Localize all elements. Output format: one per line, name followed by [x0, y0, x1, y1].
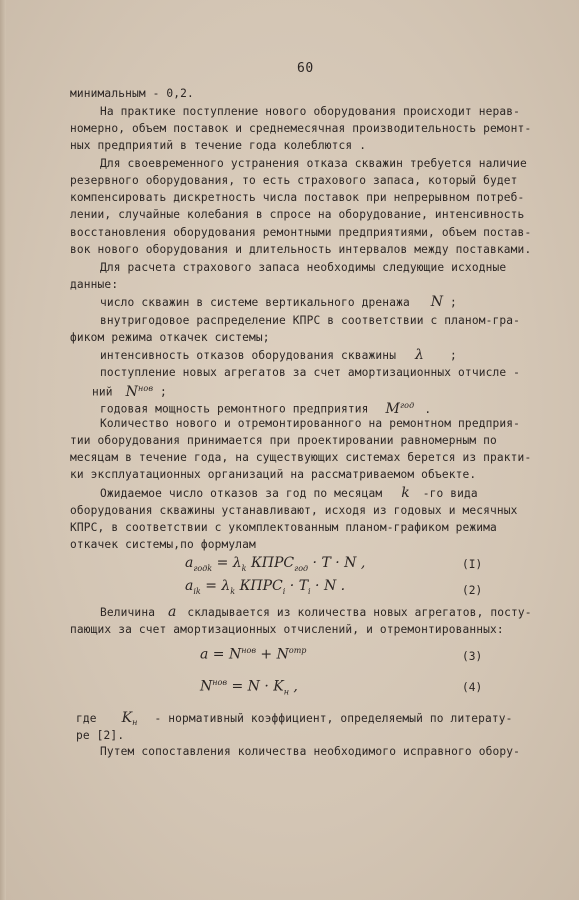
- symbol-k: k: [401, 485, 410, 501]
- text-line: На практике поступление нового оборудования происходит нерав-: [100, 105, 521, 118]
- text-span: где: [76, 712, 97, 725]
- text-line: Путем сопоставления количества необходимого исправного обору-: [100, 745, 521, 758]
- page-edge: [0, 0, 6, 900]
- text-span: число скважин в системе вертикального дренажа: [100, 296, 410, 309]
- text-line: фиком режима откачек системы;: [70, 331, 270, 344]
- text-line: резервного оборудования, то есть страхового запаса, который будет: [70, 174, 518, 187]
- text-span: ний: [92, 385, 113, 399]
- text-line: Для расчета страхового запаса необходимы следующие исходные: [100, 261, 507, 274]
- text-span: Ожидаемое число отказов за год по месяцам: [100, 487, 383, 500]
- text-line: внутригодовое распределение КПРС в соответствии с планом-гра-: [100, 314, 521, 327]
- symbol-N-nov: N: [125, 383, 138, 400]
- symbol-a: a: [167, 604, 177, 620]
- formula-4: $N^{нов} = N \cdot K_н$ ,: [200, 678, 298, 697]
- text-line: оборудования скважины устанавливают, исходя из годовых и месячных: [70, 504, 518, 517]
- text-line: ний $N^{нов}$ ;: [92, 383, 167, 400]
- page-number: 60: [297, 61, 314, 76]
- text-span: -го вида: [422, 487, 478, 500]
- text-line: компенсировать дискретность числа поставок при непрерывном потреб-: [70, 191, 525, 204]
- text-line: интенсивность отказов оборудования скважины λ ;: [100, 347, 457, 363]
- symbol-K-n: K: [121, 710, 133, 726]
- formula-4-number: (4): [462, 681, 483, 694]
- text-line: пающих за счет амортизационных отчислений, и отремонтированных:: [70, 623, 504, 636]
- text-line: [100, 486, 525, 501]
- text-line: месяцам в течение года, на существующих системах берется из практи-: [70, 451, 532, 464]
- text-line: лении, случайные колебания в спросе на оборудование, интенсивность: [70, 208, 525, 221]
- text-line: Количество нового и отремонтированного на ремонтном предприя-: [100, 417, 521, 430]
- formula-3: $a = N^{нов} + N^{отр}$: [200, 646, 307, 663]
- text-line: ре [2].: [76, 729, 125, 742]
- formula-1-number: (I): [462, 558, 483, 571]
- text-line: число скважин в системе вертикального дренажа N ;: [100, 294, 457, 310]
- text-span: складывается из количества новых агрегатов, посту-: [187, 606, 532, 619]
- text-span: - нормативный коэффициент, определяемый по литерату-: [154, 712, 513, 725]
- symbol-sup: год: [399, 401, 415, 410]
- text-line: [100, 604, 532, 620]
- text-line: откачек системы,по формулам: [70, 538, 256, 551]
- text-line: Для своевременного устранения отказа скважин требуется наличие: [100, 157, 527, 170]
- text-line: данные:: [70, 278, 119, 291]
- text-line: номерно, объем поставок и среднемесячная производительность ремонт-: [70, 122, 532, 135]
- symbol-sub: н: [132, 718, 138, 728]
- formula-2: $a_{ik} = \lambda_k$ $КПРС_i \cdot T_i \cdot N$ .: [185, 578, 346, 596]
- text-span: Величина: [100, 606, 156, 619]
- text-line: минимальным - 0,2.: [70, 87, 194, 100]
- text-line: тии оборудования принимается при проектировании равномерным по: [70, 434, 497, 447]
- symbol-N: N: [430, 294, 444, 310]
- formula-2-number: (2): [462, 584, 483, 597]
- text-line: КПРС, в соответствии с укомплектованным планом-графиком режима: [70, 521, 497, 534]
- text-line: ки эксплуатационных организаций на рассматриваемом объекте.: [70, 468, 477, 481]
- symbol-M-god: M: [385, 400, 400, 417]
- text-line: годовая мощность ремонтного предприятия $M^{год}$ .: [100, 400, 432, 417]
- symbol-lambda: λ: [414, 347, 424, 363]
- text-line: восстановления оборудования ремонтными предприятиями, объем постав-: [70, 226, 532, 239]
- text-line: поступление новых агрегатов за счет амортизационных отчисле -: [100, 366, 521, 379]
- text-line: ных предприятий в течение года колеблются .: [70, 139, 367, 152]
- formula-3-number: (3): [462, 650, 483, 663]
- formula-1: $a_{годk} = \lambda_k$ $КПРС_{год} \cdot T \cdot N$ ,: [185, 555, 366, 573]
- text-span: годовая мощность ремонтного предприятия: [100, 402, 369, 416]
- text-span: интенсивность отказов оборудования скважины: [100, 349, 397, 362]
- text-line: вок нового оборудования и длительность интервалов между поставками.: [70, 243, 532, 256]
- symbol-sup: нов: [137, 384, 154, 393]
